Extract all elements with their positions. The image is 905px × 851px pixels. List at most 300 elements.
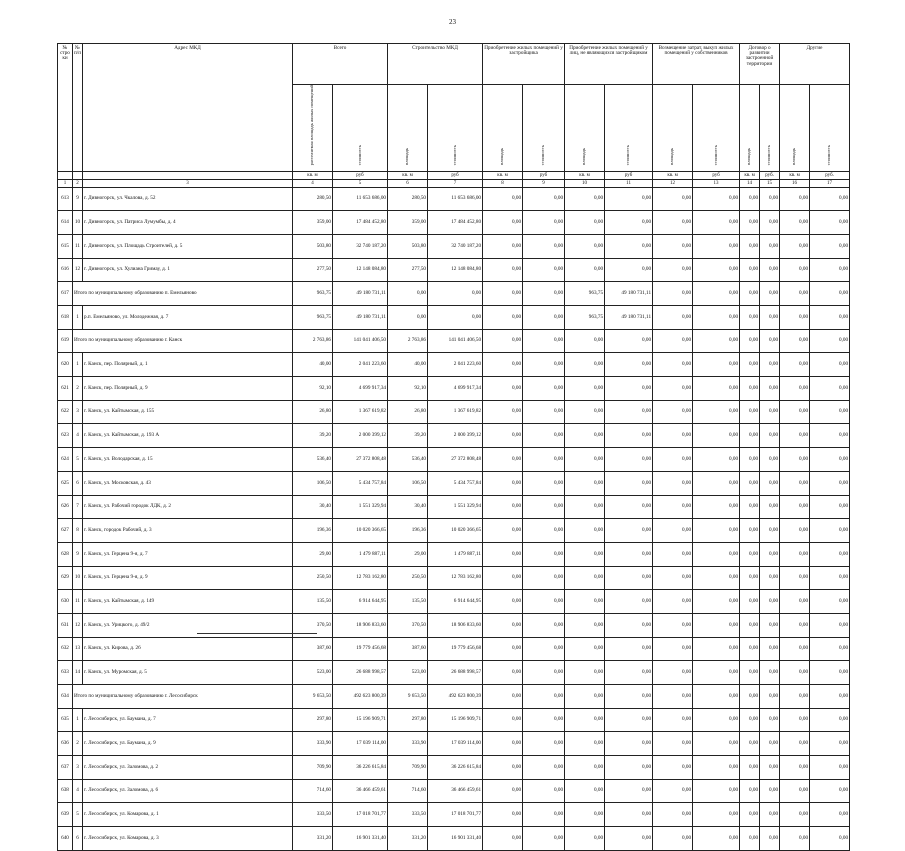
total-label-cell: Итого по муниципальному образованию г. Канск	[73, 329, 293, 353]
value-cell: 0,00	[605, 400, 653, 424]
address-cell: г. Лесосибирск, ул. Баумана, д. 9	[83, 732, 293, 756]
value-cell: 0,00	[605, 637, 653, 661]
value-cell: 0,00	[523, 542, 565, 566]
value-cell: 0,00	[483, 306, 523, 330]
header-group-construction: Строительство МКД	[388, 44, 483, 85]
value-cell: 0,00	[605, 187, 653, 211]
value-cell: 26 688 998,57	[333, 661, 388, 685]
pp-cell: 12	[73, 613, 83, 637]
value-cell: 0,00	[653, 566, 693, 590]
value-cell: 0,00	[740, 424, 760, 448]
value-cell: 0,00	[760, 495, 780, 519]
total-label-cell: Итого по муниципальному образованию г. Лесосибирск	[73, 685, 293, 709]
value-cell: 92,10	[293, 377, 333, 401]
value-cell: 0,00	[565, 708, 605, 732]
address-cell: г. Дивногорск, ул. Хулиана Гримау, д. 1	[83, 258, 293, 282]
header-group-compensation: Возмещение затрат, выкуп жилых помещений у собственников	[653, 44, 740, 85]
row-number-cell: 613	[58, 187, 73, 211]
resettlement-table	[57, 43, 850, 851]
value-cell: 0,00	[483, 756, 523, 780]
value-cell: 0,00	[565, 613, 605, 637]
value-cell: 714,60	[388, 779, 428, 803]
unit-label: кв. м	[293, 171, 333, 179]
value-cell: 15 196 909,71	[333, 708, 388, 732]
value-cell: 0,00	[693, 590, 740, 614]
value-cell: 0,00	[693, 732, 740, 756]
row-number-cell: 618	[58, 306, 73, 330]
value-cell: 0,00	[760, 211, 780, 235]
row-number-cell: 617	[58, 282, 73, 306]
table-row	[58, 424, 850, 448]
value-cell: 0,00	[523, 827, 565, 851]
value-cell: 0,00	[740, 448, 760, 472]
row-number-cell: 625	[58, 471, 73, 495]
value-cell: 0,00	[780, 779, 810, 803]
header-group-total: Всего	[293, 44, 388, 85]
value-cell: 250,50	[293, 566, 333, 590]
value-cell: 0,00	[740, 732, 760, 756]
header-group-non-developer: Приобретение жилых помещений у лиц, не являющихся застройщиком	[565, 44, 653, 85]
value-cell: 0,00	[810, 329, 850, 353]
value-cell: 0,00	[483, 708, 523, 732]
value-cell: 0,00	[810, 234, 850, 258]
subheader: площадь	[499, 148, 505, 166]
column-number: 11	[605, 179, 653, 187]
value-cell: 0,00	[605, 519, 653, 543]
value-cell: 0,00	[523, 519, 565, 543]
value-cell: 0,00	[653, 448, 693, 472]
table-row	[58, 756, 850, 780]
row-number-cell: 633	[58, 661, 73, 685]
value-cell: 0,00	[740, 779, 760, 803]
value-cell: 1 551 329,94	[333, 495, 388, 519]
value-cell: 0,00	[523, 400, 565, 424]
subheader: стоимость	[766, 145, 772, 166]
value-cell: 11 653 686,00	[428, 187, 483, 211]
value-cell: 492 623 800,39	[333, 685, 388, 709]
value-cell: 0,00	[483, 779, 523, 803]
table-row	[58, 542, 850, 566]
value-cell: 0,00	[653, 542, 693, 566]
column-number: 3	[83, 179, 293, 187]
value-cell: 0,00	[483, 685, 523, 709]
value-cell: 0,00	[740, 613, 760, 637]
value-cell: 6 914 644,95	[428, 590, 483, 614]
address-cell: г. Дивногорск, ул. Площадь Строителей, д. 5	[83, 234, 293, 258]
value-cell: 0,00	[760, 471, 780, 495]
value-cell: 0,00	[565, 756, 605, 780]
row-number-cell: 635	[58, 708, 73, 732]
value-cell: 40,00	[293, 353, 333, 377]
value-cell: 0,00	[780, 306, 810, 330]
value-cell: 141 041 406,50	[428, 329, 483, 353]
value-cell: 106,50	[293, 471, 333, 495]
value-cell: 0,00	[760, 353, 780, 377]
value-cell: 0,00	[810, 566, 850, 590]
unit-label: кв. м	[780, 171, 810, 179]
value-cell: 106,50	[388, 471, 428, 495]
value-cell: 0,00	[483, 400, 523, 424]
value-cell: 0,00	[810, 187, 850, 211]
value-cell: 0,00	[653, 685, 693, 709]
value-cell: 0,00	[740, 637, 760, 661]
value-cell: 0,00	[740, 708, 760, 732]
value-cell: 196,36	[293, 519, 333, 543]
value-cell: 0,00	[740, 519, 760, 543]
value-cell: 0,00	[760, 661, 780, 685]
value-cell: 17 039 114,00	[333, 732, 388, 756]
value-cell: 0,00	[653, 803, 693, 827]
value-cell: 0,00	[780, 732, 810, 756]
value-cell: 0,00	[760, 613, 780, 637]
value-cell: 0,00	[523, 211, 565, 235]
value-cell: 0,00	[653, 732, 693, 756]
value-cell: 0,00	[760, 732, 780, 756]
value-cell: 0,00	[760, 756, 780, 780]
row-number-cell: 630	[58, 590, 73, 614]
header-group-territory: Договор о развитии застроенной территории	[740, 44, 780, 85]
value-cell: 297,80	[388, 708, 428, 732]
address-cell: г. Канск, ул. Герцена 9-я, д. 9	[83, 566, 293, 590]
value-cell: 17 484 452,80	[333, 211, 388, 235]
value-cell: 0,00	[653, 613, 693, 637]
unit-label: руб	[428, 171, 483, 179]
value-cell: 280,50	[293, 187, 333, 211]
value-cell: 0,00	[693, 685, 740, 709]
value-cell: 0,00	[693, 756, 740, 780]
value-cell: 0,00	[760, 424, 780, 448]
unit-label: руб	[333, 171, 388, 179]
value-cell: 0,00	[780, 803, 810, 827]
address-cell: г. Канск, городок Рабочий, д. 3	[83, 519, 293, 543]
value-cell: 0,00	[428, 282, 483, 306]
row-number-cell: 636	[58, 732, 73, 756]
value-cell: 0,00	[605, 661, 653, 685]
value-cell: 0,00	[653, 471, 693, 495]
value-cell: 0,00	[605, 732, 653, 756]
value-cell: 12 783 162,80	[428, 566, 483, 590]
value-cell: 0,00	[565, 377, 605, 401]
value-cell: 0,00	[605, 448, 653, 472]
unit-label: кв. м	[565, 171, 605, 179]
value-cell: 0,00	[693, 234, 740, 258]
value-cell: 0,00	[810, 827, 850, 851]
value-cell: 0,00	[693, 448, 740, 472]
value-cell: 277,50	[293, 258, 333, 282]
value-cell: 0,00	[523, 756, 565, 780]
value-cell: 49 180 731,11	[333, 306, 388, 330]
value-cell: 0,00	[780, 708, 810, 732]
address-cell: г. Лесосибирск, ул. Комарова, д. 1	[83, 803, 293, 827]
value-cell: 0,00	[810, 495, 850, 519]
header-pp: № п/п	[73, 44, 83, 172]
value-cell: 0,00	[693, 400, 740, 424]
column-number: 10	[565, 179, 605, 187]
value-cell: 0,00	[523, 471, 565, 495]
value-cell: 0,00	[780, 258, 810, 282]
value-cell: 19 779 456,68	[333, 637, 388, 661]
value-cell: 0,00	[483, 424, 523, 448]
value-cell: 0,00	[523, 306, 565, 330]
value-cell: 0,00	[780, 471, 810, 495]
value-cell: 0,00	[780, 827, 810, 851]
value-cell: 250,50	[388, 566, 428, 590]
subheader: площадь	[404, 148, 410, 166]
value-cell: 0,00	[780, 519, 810, 543]
value-cell: 9 653,50	[293, 685, 333, 709]
value-cell: 0,00	[760, 685, 780, 709]
value-cell: 387,60	[293, 637, 333, 661]
value-cell: 0,00	[810, 685, 850, 709]
value-cell: 0,00	[760, 377, 780, 401]
value-cell: 0,00	[740, 234, 760, 258]
value-cell: 2 041 223,60	[333, 353, 388, 377]
value-cell: 0,00	[760, 400, 780, 424]
value-cell: 36 466 459,61	[428, 779, 483, 803]
subheader: площадь	[746, 148, 752, 166]
value-cell: 0,00	[760, 448, 780, 472]
header-row-number: № стро ки	[58, 44, 73, 172]
pp-cell: 11	[73, 590, 83, 614]
value-cell: 0,00	[693, 519, 740, 543]
value-cell: 0,00	[810, 306, 850, 330]
value-cell: 0,00	[653, 282, 693, 306]
value-cell: 0,00	[780, 282, 810, 306]
pp-cell: 3	[73, 400, 83, 424]
value-cell: 0,00	[693, 779, 740, 803]
value-cell: 0,00	[523, 234, 565, 258]
value-cell: 0,00	[693, 258, 740, 282]
subheader: площадь	[669, 148, 675, 166]
value-cell: 0,00	[740, 685, 760, 709]
value-cell: 30,40	[388, 495, 428, 519]
value-cell: 0,00	[523, 258, 565, 282]
value-cell: 333,90	[388, 732, 428, 756]
value-cell: 503,80	[388, 234, 428, 258]
address-cell: г. Канск, ул. Рабочий городок ЛДК, д. 2	[83, 495, 293, 519]
value-cell: 0,00	[523, 637, 565, 661]
table-row	[58, 377, 850, 401]
value-cell: 963,75	[293, 306, 333, 330]
column-number: 8	[483, 179, 523, 187]
pp-cell: 11	[73, 234, 83, 258]
value-cell: 0,00	[760, 329, 780, 353]
table-row	[58, 661, 850, 685]
value-cell: 0,00	[483, 471, 523, 495]
value-cell: 0,00	[565, 779, 605, 803]
value-cell: 0,00	[760, 542, 780, 566]
value-cell: 0,00	[523, 424, 565, 448]
value-cell: 0,00	[693, 353, 740, 377]
pp-cell: 2	[73, 377, 83, 401]
table-row	[58, 803, 850, 827]
address-cell: г. Канск, ул. Кайтымская, д. 149	[83, 590, 293, 614]
value-cell: 0,00	[605, 756, 653, 780]
unit-label: кв. м	[653, 171, 693, 179]
address-cell: г. Лесосибирск, ул. Комарова, д. 3	[83, 827, 293, 851]
subheader: стоимость	[356, 145, 362, 166]
value-cell: 0,00	[693, 495, 740, 519]
row-number-cell: 629	[58, 566, 73, 590]
value-cell: 0,00	[780, 637, 810, 661]
value-cell: 4 699 917,34	[428, 377, 483, 401]
pp-cell: 5	[73, 448, 83, 472]
value-cell: 18 906 833,60	[333, 613, 388, 637]
value-cell: 29,00	[293, 542, 333, 566]
value-cell: 1 479 887,11	[333, 542, 388, 566]
value-cell: 0,00	[565, 566, 605, 590]
value-cell: 0,00	[653, 258, 693, 282]
value-cell: 0,00	[653, 306, 693, 330]
pp-cell: 13	[73, 637, 83, 661]
pp-cell: 1	[73, 708, 83, 732]
value-cell: 0,00	[523, 613, 565, 637]
value-cell: 0,00	[780, 613, 810, 637]
value-cell: 0,00	[565, 542, 605, 566]
value-cell: 0,00	[523, 779, 565, 803]
address-cell: г. Канск, ул. Володарская, д. 15	[83, 448, 293, 472]
subheader: стоимость	[625, 145, 631, 166]
value-cell: 26 688 998,57	[428, 661, 483, 685]
value-cell: 0,00	[693, 637, 740, 661]
value-cell: 0,00	[605, 377, 653, 401]
value-cell: 0,00	[605, 424, 653, 448]
value-cell: 0,00	[653, 211, 693, 235]
value-cell: 49 180 731,11	[605, 282, 653, 306]
address-cell: г. Дивногорск, ул. Патриса Лумумбы, д. 4	[83, 211, 293, 235]
value-cell: 5 434 757,84	[333, 471, 388, 495]
value-cell: 536,40	[293, 448, 333, 472]
table-row	[58, 827, 850, 851]
pp-cell: 6	[73, 471, 83, 495]
value-cell: 0,00	[483, 495, 523, 519]
value-cell: 0,00	[780, 661, 810, 685]
value-cell: 0,00	[780, 448, 810, 472]
value-cell: 0,00	[810, 258, 850, 282]
value-cell: 0,00	[565, 234, 605, 258]
unit-label: руб	[605, 171, 653, 179]
value-cell: 141 041 406,50	[333, 329, 388, 353]
value-cell: 12 148 084,80	[428, 258, 483, 282]
value-cell: 0,00	[810, 756, 850, 780]
value-cell: 963,75	[565, 282, 605, 306]
value-cell: 0,00	[483, 234, 523, 258]
table-row	[58, 353, 850, 377]
subheader: стоимость	[712, 145, 718, 166]
total-label-cell: Итого по муниципальному образованию п. Емельяново	[73, 282, 293, 306]
value-cell: 0,00	[653, 424, 693, 448]
column-number: 12	[653, 179, 693, 187]
value-cell: 333,50	[293, 803, 333, 827]
subheader: стоимость	[540, 145, 546, 166]
value-cell: 0,00	[523, 661, 565, 685]
value-cell: 17 484 452,80	[428, 211, 483, 235]
value-cell: 0,00	[760, 519, 780, 543]
value-cell: 0,00	[780, 234, 810, 258]
column-number: 4	[293, 179, 333, 187]
value-cell: 196,36	[388, 519, 428, 543]
value-cell: 0,00	[810, 590, 850, 614]
footnote-rule	[197, 633, 317, 634]
value-cell: 0,00	[693, 827, 740, 851]
value-cell: 0,00	[740, 282, 760, 306]
value-cell: 0,00	[740, 471, 760, 495]
value-cell: 49 180 731,11	[333, 282, 388, 306]
value-cell: 0,00	[483, 329, 523, 353]
column-number: 6	[388, 179, 428, 187]
address-cell: г. Канск, пер. Полярный, д. 9	[83, 377, 293, 401]
pp-cell: 9	[73, 542, 83, 566]
subheader: площадь	[581, 148, 587, 166]
value-cell: 0,00	[810, 448, 850, 472]
value-cell: 0,00	[740, 590, 760, 614]
value-cell: 0,00	[523, 708, 565, 732]
value-cell: 0,00	[523, 732, 565, 756]
pp-cell: 1	[73, 306, 83, 330]
value-cell: 0,00	[605, 590, 653, 614]
table-row	[58, 211, 850, 235]
value-cell: 277,50	[388, 258, 428, 282]
address-cell: р.п. Емельяново, ул. Молодежная, д. 7	[83, 306, 293, 330]
value-cell: 0,00	[523, 803, 565, 827]
value-cell: 0,00	[523, 329, 565, 353]
value-cell: 0,00	[740, 306, 760, 330]
value-cell: 19 779 456,68	[428, 637, 483, 661]
value-cell: 0,00	[523, 353, 565, 377]
unit-label: кв. м	[388, 171, 428, 179]
value-cell: 26,80	[388, 400, 428, 424]
value-cell: 0,00	[760, 590, 780, 614]
value-cell: 709,90	[388, 756, 428, 780]
value-cell: 29,00	[388, 542, 428, 566]
value-cell: 0,00	[483, 661, 523, 685]
value-cell: 0,00	[760, 827, 780, 851]
value-cell: 370,50	[293, 613, 333, 637]
value-cell: 359,00	[388, 211, 428, 235]
value-cell: 0,00	[605, 234, 653, 258]
value-cell: 0,00	[693, 661, 740, 685]
value-cell: 0,00	[605, 685, 653, 709]
pp-cell: 1	[73, 353, 83, 377]
column-number: 1	[58, 179, 73, 187]
value-cell: 331,20	[388, 827, 428, 851]
row-number-cell: 638	[58, 779, 73, 803]
value-cell: 0,00	[653, 519, 693, 543]
value-cell: 11 653 686,00	[333, 187, 388, 211]
value-cell: 331,20	[293, 827, 333, 851]
value-cell: 0,00	[605, 779, 653, 803]
value-cell: 0,00	[760, 282, 780, 306]
row-number-cell: 623	[58, 424, 73, 448]
value-cell: 0,00	[740, 566, 760, 590]
value-cell: 0,00	[780, 424, 810, 448]
value-cell: 0,00	[760, 187, 780, 211]
value-cell: 333,90	[293, 732, 333, 756]
value-cell: 0,00	[605, 827, 653, 851]
table-total-row	[58, 282, 850, 306]
value-cell: 0,00	[740, 258, 760, 282]
address-cell: г. Лесосибирск, ул. Заломова, д. 6	[83, 779, 293, 803]
unit-label: руб	[523, 171, 565, 179]
value-cell: 0,00	[653, 661, 693, 685]
row-number-cell: 631	[58, 613, 73, 637]
value-cell: 0,00	[565, 803, 605, 827]
value-cell: 0,00	[483, 448, 523, 472]
value-cell: 0,00	[740, 353, 760, 377]
value-cell: 0,00	[810, 542, 850, 566]
value-cell: 27 372 808,48	[333, 448, 388, 472]
value-cell: 1 367 619,82	[333, 400, 388, 424]
